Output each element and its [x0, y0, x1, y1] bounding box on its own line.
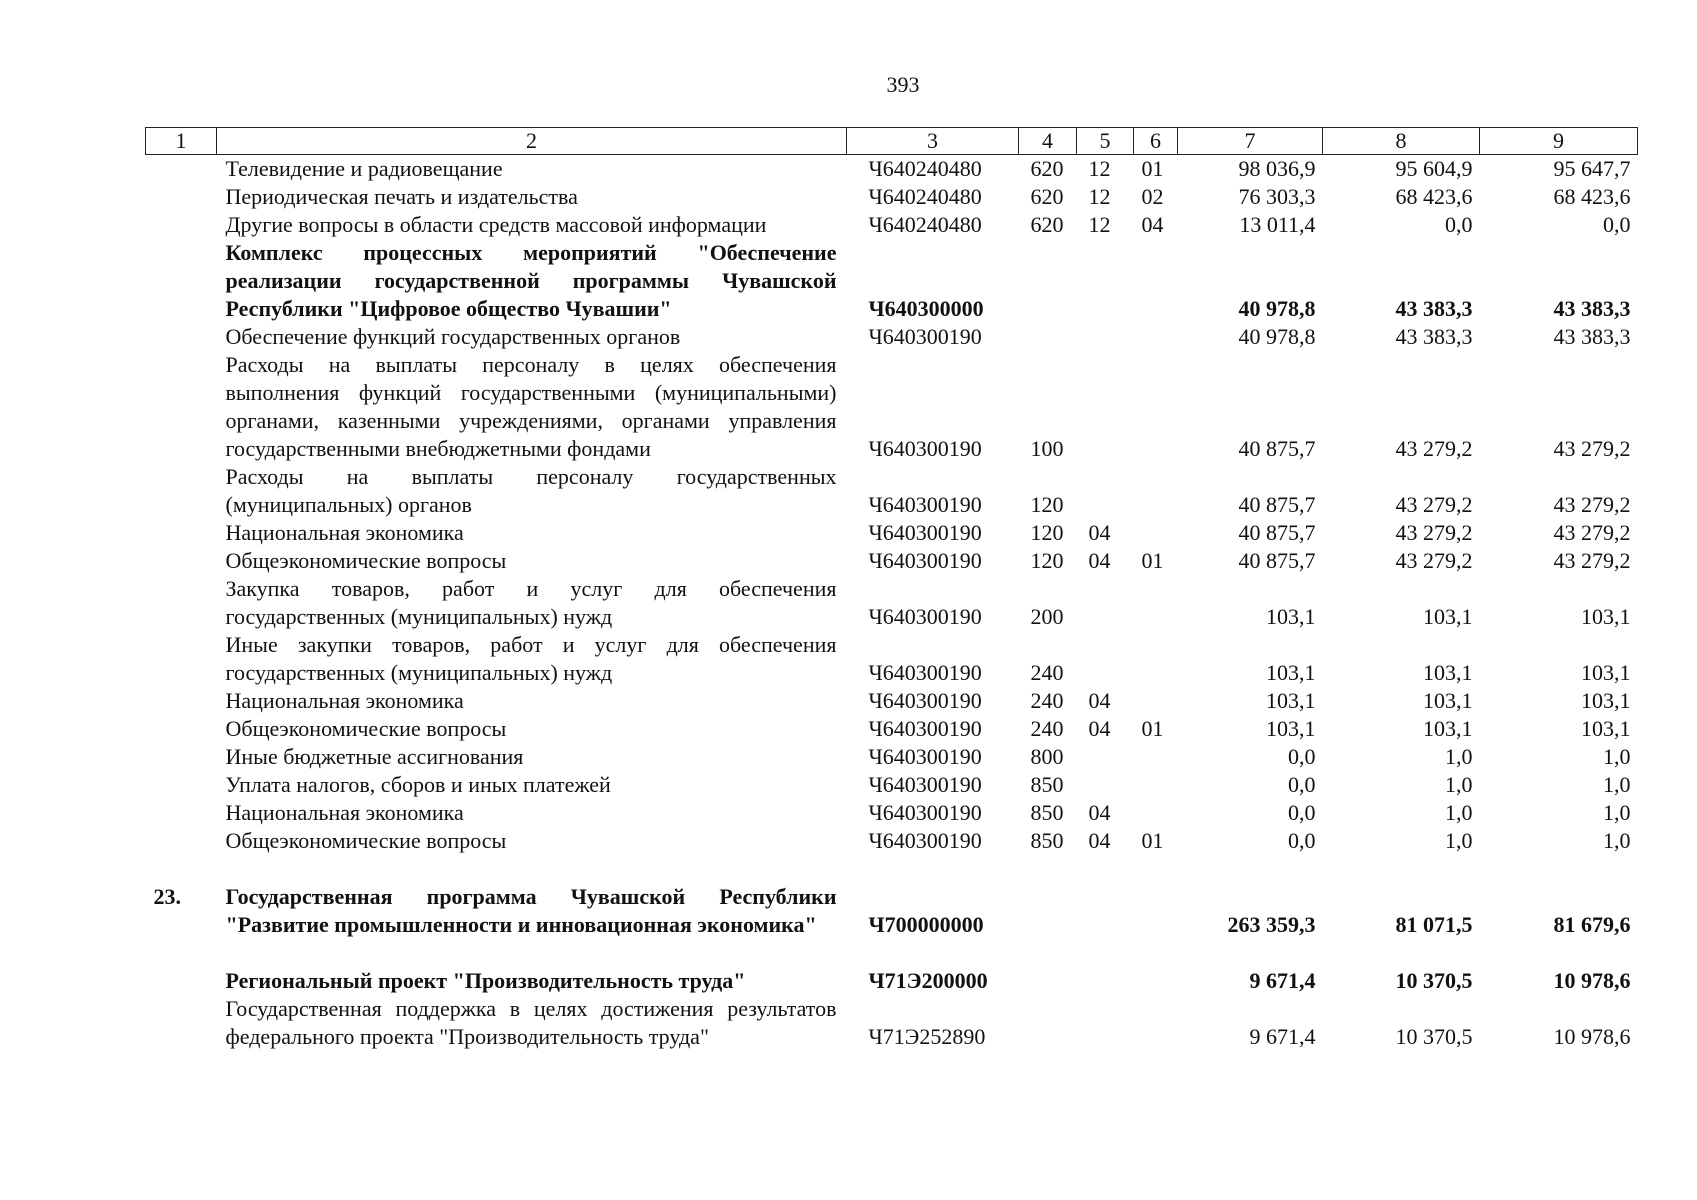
- header-row: [146, 128, 1638, 155]
- table-row: [146, 547, 1638, 575]
- table-row: [146, 239, 1638, 323]
- row-amount-8: 43 383,3: [1395, 324, 1473, 349]
- row-col5: 12: [1088, 212, 1111, 237]
- row-col6: 01: [1141, 156, 1164, 181]
- row-code: Ч71Э200000: [868, 968, 988, 993]
- row-col5: 04: [1088, 520, 1111, 545]
- row-col4: 850: [1030, 800, 1064, 825]
- row-amount-9: 43 279,2: [1553, 548, 1631, 573]
- row-amount-7: 13 011,4: [1239, 212, 1316, 237]
- row-col4: 800: [1030, 744, 1064, 769]
- row-amount-9: 103,1: [1581, 660, 1631, 685]
- row-amount-8: 95 604,9: [1395, 156, 1473, 181]
- row-amount-7: 103,1: [1266, 660, 1316, 685]
- row-amount-8: 1,0: [1445, 744, 1473, 769]
- row-col6: [1134, 575, 1178, 631]
- row-amount-8: 1,0: [1445, 772, 1473, 797]
- row-code: Ч640300190: [868, 324, 982, 349]
- table-row: [146, 743, 1638, 771]
- row-col6: [1134, 351, 1178, 463]
- row-col5: [1077, 967, 1134, 995]
- row-amount-7: 0,0: [1288, 800, 1316, 825]
- row-code: Ч640300190: [868, 744, 982, 769]
- row-name: Общеэкономические вопросы: [225, 828, 507, 853]
- row-col5: [1077, 995, 1134, 1051]
- row-amount-7: 40 875,7: [1238, 520, 1316, 545]
- row-col5: 12: [1088, 184, 1111, 209]
- row-col4: 620: [1030, 184, 1064, 209]
- row-name: Национальная экономика: [225, 520, 464, 545]
- row-amount-8: 10 370,5: [1395, 1024, 1473, 1049]
- row-col5: [1077, 323, 1134, 351]
- spacer-row: [146, 855, 1638, 883]
- row-amount-8: 10 370,5: [1395, 968, 1473, 993]
- row-col6: [1134, 799, 1178, 827]
- row-number: [146, 687, 217, 715]
- spacer-row: [146, 939, 1638, 967]
- row-code: Ч640300190: [868, 492, 982, 517]
- row-amount-7: 103,1: [1266, 604, 1316, 629]
- row-col4: [1019, 323, 1077, 351]
- column-header-8: 8: [1323, 128, 1480, 155]
- table-row: [146, 715, 1638, 743]
- row-amount-8: 43 279,2: [1395, 492, 1473, 517]
- row-name: Закупка товаров, работ и услуг для обеспечения государственных (муниципальных) нужд: [225, 576, 837, 629]
- row-code: Ч640300190: [868, 604, 982, 629]
- row-number: [146, 463, 217, 519]
- row-amount-9: 68 423,6: [1553, 184, 1631, 209]
- row-amount-8: 103,1: [1423, 660, 1473, 685]
- table-row: [146, 351, 1638, 463]
- row-amount-7: 40 875,7: [1238, 436, 1316, 461]
- row-col4: 240: [1030, 660, 1064, 685]
- row-amount-7: 9 671,4: [1249, 968, 1316, 993]
- row-amount-8: 103,1: [1423, 716, 1473, 741]
- column-header-9: 9: [1480, 128, 1638, 155]
- row-col4: 200: [1030, 604, 1064, 629]
- row-name: Национальная экономика: [225, 688, 464, 713]
- row-amount-9: 43 279,2: [1553, 436, 1631, 461]
- row-code: Ч640300190: [868, 436, 982, 461]
- table-row: [146, 995, 1638, 1051]
- row-amount-7: 0,0: [1288, 744, 1316, 769]
- row-number: [146, 631, 217, 687]
- row-col6: [1134, 883, 1178, 939]
- table-row: [146, 575, 1638, 631]
- row-col6: [1134, 967, 1178, 995]
- row-number: [146, 827, 217, 855]
- row-number: [146, 239, 217, 323]
- row-code: Ч640300190: [868, 772, 982, 797]
- row-name: Общеэкономические вопросы: [225, 716, 507, 741]
- table-row: [146, 323, 1638, 351]
- table-row: [146, 771, 1638, 799]
- row-name: Иные закупки товаров, работ и услуг для обеспечения государственных (муниципальных) нужд: [225, 632, 837, 685]
- table-row: [146, 155, 1638, 184]
- row-col5: [1077, 631, 1134, 687]
- table-row: [146, 463, 1638, 519]
- table-row: [146, 183, 1638, 211]
- row-code: Ч640300190: [868, 800, 982, 825]
- row-name: Обеспечение функций государственных органов: [225, 324, 681, 349]
- row-amount-9: 103,1: [1581, 716, 1631, 741]
- column-header-3: 3: [847, 128, 1019, 155]
- table-row: [146, 211, 1638, 239]
- row-col4: 620: [1030, 156, 1064, 181]
- row-code: Ч71Э252890: [868, 1024, 986, 1049]
- row-col5: [1077, 743, 1134, 771]
- row-amount-7: 76 303,3: [1238, 184, 1316, 209]
- row-amount-9: 43 279,2: [1553, 520, 1631, 545]
- row-col6: [1134, 631, 1178, 687]
- table-row: [146, 631, 1638, 687]
- row-name: Национальная экономика: [225, 800, 464, 825]
- row-col4: [1019, 239, 1077, 323]
- row-col4: 120: [1030, 492, 1064, 517]
- spacer-cell: [146, 939, 1638, 967]
- row-col6: 01: [1141, 716, 1164, 741]
- row-number: [146, 351, 217, 463]
- row-amount-9: 0,0: [1603, 212, 1631, 237]
- table-row: [146, 799, 1638, 827]
- row-col4: 240: [1030, 716, 1064, 741]
- row-name: Государственная поддержка в целях достижения результатов федерального проекта "Производительность труда": [225, 996, 837, 1049]
- row-col6: [1134, 463, 1178, 519]
- row-col6: 01: [1141, 828, 1164, 853]
- column-header-2: 2: [217, 128, 847, 155]
- row-amount-8: 43 279,2: [1395, 548, 1473, 573]
- row-name: Расходы на выплаты персоналу государственных (муниципальных) органов: [225, 464, 837, 517]
- row-name: Уплата налогов, сборов и иных платежей: [225, 772, 611, 797]
- page-number: 393: [886, 72, 920, 97]
- row-name: Периодическая печать и издательства: [225, 184, 578, 209]
- row-col5: [1077, 351, 1134, 463]
- row-amount-8: 103,1: [1423, 688, 1473, 713]
- row-amount-7: 103,1: [1266, 688, 1316, 713]
- row-amount-9: 1,0: [1603, 828, 1631, 853]
- row-number: [146, 183, 217, 211]
- row-col4: 850: [1030, 772, 1064, 797]
- row-code: Ч640300190: [868, 716, 982, 741]
- row-amount-7: 40 875,7: [1238, 548, 1316, 573]
- row-name: Телевидение и радиовещание: [225, 156, 503, 181]
- spacer-cell: [146, 855, 1638, 883]
- row-name: Комплекс процессных мероприятий "Обеспечение реализации государственной программы Чувашской Республики "Цифровое общество Чувашии": [225, 240, 837, 321]
- row-col6: 02: [1141, 184, 1164, 209]
- row-number: [146, 323, 217, 351]
- table-row: [146, 687, 1638, 715]
- row-amount-9: 81 679,6: [1553, 912, 1631, 937]
- column-header-7: 7: [1178, 128, 1323, 155]
- row-amount-8: 43 279,2: [1395, 436, 1473, 461]
- row-code: Ч640300190: [868, 688, 982, 713]
- row-name: Иные бюджетные ассигнования: [225, 744, 524, 769]
- row-number: [146, 743, 217, 771]
- row-amount-9: 10 978,6: [1553, 1024, 1631, 1049]
- row-amount-8: 43 383,3: [1395, 296, 1473, 321]
- row-code: Ч640300190: [868, 660, 982, 685]
- row-amount-9: 10 978,6: [1553, 968, 1631, 993]
- row-amount-8: 43 279,2: [1395, 520, 1473, 545]
- row-col5: [1077, 463, 1134, 519]
- row-amount-8: 103,1: [1423, 604, 1473, 629]
- row-col4: [1019, 883, 1077, 939]
- row-number: [146, 799, 217, 827]
- table-row: [146, 827, 1638, 855]
- row-number: [146, 715, 217, 743]
- row-col4: 120: [1030, 548, 1064, 573]
- row-amount-9: 43 279,2: [1553, 492, 1631, 517]
- row-col5: [1077, 575, 1134, 631]
- row-amount-9: 43 383,3: [1553, 324, 1631, 349]
- row-amount-9: 1,0: [1603, 800, 1631, 825]
- row-amount-9: 95 647,7: [1553, 156, 1631, 181]
- row-col6: [1134, 687, 1178, 715]
- row-number: [146, 211, 217, 239]
- row-name: Государственная программа Чувашской Республики "Развитие промышленности и инновационная экономика": [225, 884, 837, 937]
- row-col5: 04: [1088, 688, 1111, 713]
- table-row: [146, 967, 1638, 995]
- row-col5: 04: [1088, 716, 1111, 741]
- row-amount-7: 40 978,8: [1238, 296, 1316, 321]
- row-amount-7: 0,0: [1288, 828, 1316, 853]
- row-number: [146, 575, 217, 631]
- row-col4: [1019, 995, 1077, 1051]
- row-amount-7: 9 671,4: [1249, 1024, 1316, 1049]
- row-col4: [1019, 967, 1077, 995]
- row-amount-8: 68 423,6: [1395, 184, 1473, 209]
- row-amount-9: 103,1: [1581, 688, 1631, 713]
- row-col4: 620: [1030, 212, 1064, 237]
- row-col5: [1077, 771, 1134, 799]
- row-amount-8: 81 071,5: [1395, 912, 1473, 937]
- row-col5: [1077, 883, 1134, 939]
- row-col6: 04: [1141, 212, 1164, 237]
- row-col4: 100: [1030, 436, 1064, 461]
- column-header-4: 4: [1019, 128, 1077, 155]
- row-col6: 01: [1141, 548, 1164, 573]
- budget-table: [145, 127, 1638, 1051]
- row-amount-8: 0,0: [1445, 212, 1473, 237]
- row-col4: 120: [1030, 520, 1064, 545]
- row-col5: 04: [1088, 548, 1111, 573]
- row-col5: [1077, 239, 1134, 323]
- row-amount-7: 98 036,9: [1238, 156, 1316, 181]
- row-code: Ч640300190: [868, 520, 982, 545]
- row-amount-8: 1,0: [1445, 828, 1473, 853]
- column-header-1: 1: [146, 128, 217, 155]
- row-col6: [1134, 771, 1178, 799]
- row-amount-7: 40 875,7: [1238, 492, 1316, 517]
- row-number: [146, 967, 217, 995]
- row-code: Ч640300190: [868, 548, 982, 573]
- row-name: Региональный проект "Производительность труда": [225, 968, 746, 993]
- row-name: Общеэкономические вопросы: [225, 548, 507, 573]
- row-col6: [1134, 519, 1178, 547]
- column-header-6: 6: [1134, 128, 1178, 155]
- row-code: Ч700000000: [868, 912, 984, 937]
- row-col5: 12: [1088, 156, 1111, 181]
- row-number: 23.: [153, 884, 181, 909]
- row-number: [146, 771, 217, 799]
- row-amount-8: 1,0: [1445, 800, 1473, 825]
- row-number: [146, 155, 217, 184]
- row-amount-9: 103,1: [1581, 604, 1631, 629]
- row-col5: 04: [1088, 828, 1111, 853]
- row-amount-7: 0,0: [1288, 772, 1316, 797]
- row-code: Ч640240480: [868, 212, 982, 237]
- row-col4: 240: [1030, 688, 1064, 713]
- row-code: Ч640300000: [868, 296, 984, 321]
- column-header-5: 5: [1077, 128, 1134, 155]
- row-col6: [1134, 995, 1178, 1051]
- row-amount-7: 263 359,3: [1227, 912, 1316, 937]
- table-body: [146, 155, 1638, 1052]
- row-code: Ч640240480: [868, 184, 982, 209]
- row-col4: 850: [1030, 828, 1064, 853]
- row-col5: 04: [1088, 800, 1111, 825]
- row-code: Ч640300190: [868, 828, 982, 853]
- row-amount-9: 1,0: [1603, 744, 1631, 769]
- row-name: Расходы на выплаты персоналу в целях обеспечения выполнения функций государственными (муниципальными) органами, казенными учреждениями, органами управления государственными внебюджетными фондами: [225, 352, 837, 461]
- row-col6: [1134, 239, 1178, 323]
- row-col6: [1134, 743, 1178, 771]
- row-amount-9: 43 383,3: [1553, 296, 1631, 321]
- row-number: [146, 519, 217, 547]
- row-number: [146, 547, 217, 575]
- table-row: [146, 883, 1638, 939]
- row-amount-9: 1,0: [1603, 772, 1631, 797]
- table-header: [146, 128, 1638, 155]
- row-code: Ч640240480: [868, 156, 982, 181]
- row-amount-7: 40 978,8: [1238, 324, 1316, 349]
- table-row: [146, 519, 1638, 547]
- row-amount-7: 103,1: [1266, 716, 1316, 741]
- row-col6: [1134, 323, 1178, 351]
- row-name: Другие вопросы в области средств массовой информации: [225, 212, 767, 237]
- row-number: [146, 995, 217, 1051]
